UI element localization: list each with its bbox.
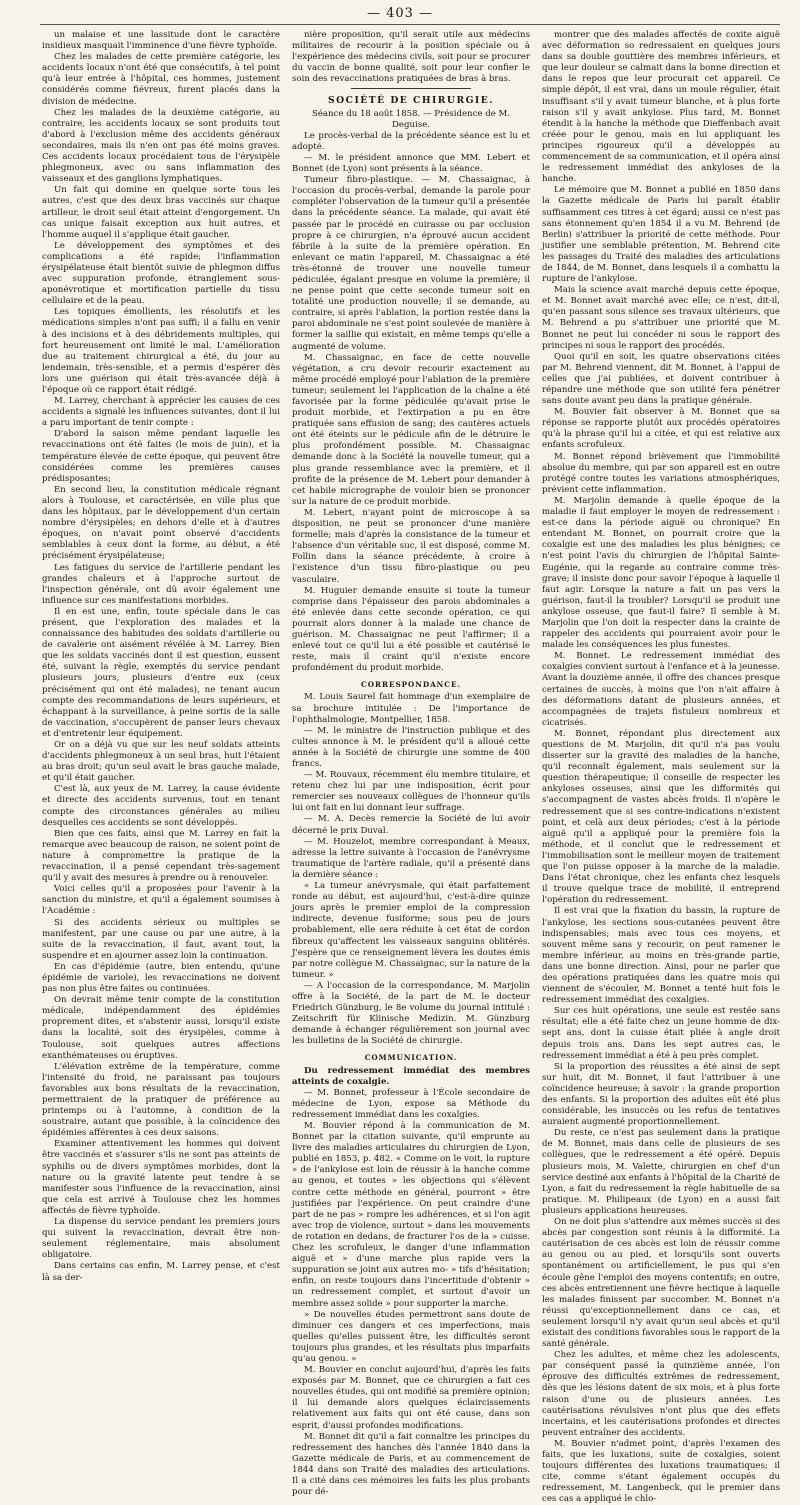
communication-heading: COMMUNICATION. [364,1053,458,1063]
paragraph: M. Bouvier n'admet point, d'après l'examen des faits, que les luxations, suite de coxalgies, soient toujours différentes des luxations traumatiques; il cite, comme s'étant également occupés du redressement, M. Langenbeck, qui le premier dans ces cas a appliqué le chlo- [542,1438,780,1505]
paragraph: M. Huguier demande ensuite si toute la tumeur comprise dans l'épaisseur des parois abdominales a été enlevée dans cette seconde opération, ce qui pourrait alors donner à la malade une chance de guérison. M. Chassaignac ne peut l'affirmer; il a enlevé tout ce qu'il lui a été possible et cautérisé le reste, mais il craint qu'il n'existe encore profondément du produit morbide. [292,585,530,674]
paragraph: Chez les adultes, et même chez les adolescents, par conséquent passé la quinzième année, l'on éprouve des difficultés extrêmes de redressement, dès que les lésions datent de six mois, et à plus forte raison d'une ou de plusieurs années. Les cautérisations révulsives n'ont plus que des effets incertains, et les cautérisations profondes et directes peuvent entraîner des accidents. [542,1350,780,1438]
paragraph: Il est vrai que la fixation du bassin, la rupture de l'ankylose, les sections sous-cutanées peuvent être indispensables; mais avec tous ces moyens, et souvent même sans y recourir, on peut ramener le membre inférieur, au moins en très-grande partie, dans une bonne direction. Ainsi, pour ne parler que des opérations pratiquées dans les quatre mois qui viennent de s'écouler, M. Bonnet a tenté huit fois le redressement immédiat des coxalgies. [542,906,780,1006]
paragraph: Dans certains cas enfin, M. Larrey pense, et c'est là sa der- [42,1261,280,1283]
paragraph: M. Bouvier répond à la communication de M. Bonnet par la citation suivante, qu'il emprunte au livre des maladies articulaires du chirurgien de Lyon, publié en 1853, p. 482. « Comme on le voit, la rupture » de l'ankylose est loin de réussir à la hanche comme au genou, et toutes » les objections qui s'élèvent contre cette méthode en général, pourront » être justifiées par l'expérience. On peut craindre d'une part de ne pas » rompre les adhérences, et si l'on agit avec trop de violence, surtout » dans les mouvements de rotation en dedans, de fracturer l'os de la » cuisse. Chez les scrofuleux, le danger d'une inflammation aiguë et » d'une marche plus rapide vers la suppuration se joint aux autres mo- » tifs d'hésitation; enfin, on reste toujours dans l'incertitude d'obtenir » un redressement complet, et surtout d'avoir un membre assez solide » pour supporter la marche. [292,1121,530,1309]
paragraph: L'élévation extrême de la température, comme l'intensité du froid, ne paraissant pas toujours favorables aux bons résultats de la revaccination, permettraient de la pratiquer de préférence au printemps ou à l'automne, à condition de la soustraire, autant que possible, à la coïncidence des épidémies afférentes à ces deux saisons. [42,1061,280,1139]
paragraph: Du reste, ce n'est pas seulement dans la pratique de M. Bonnet, mais dans celle de plusieurs de ses collègues, que le redressement a été opéré. Depuis plusieurs mois, M. Valette, chirurgien en chef d'un service destiné aux enfants à l'hôpital de la Charité de Lyon, a fait du redressement la règle habituelle de sa pratique. M. Philipeaux (de Lyon) en a aussi fait plusieurs applications heureuses. [542,1128,780,1216]
paragraph: Or on a déjà vu que sur les neuf soldats atteints d'accidents phlegmoneux à un seul bras, huit l'étaient au bras droit; qu'un seul avait le bras gauche malade, et qu'il était gaucher. [42,740,280,784]
paragraph: En second lieu, la constitution médicale régnant alors à Toulouse, et caractérisée, en ville plus que dans les hôpitaux, par le développement d'un certain nombre d'érysipèles; en dehors d'elle et à d'autres époques, on n'avait point observé d'accidents semblables à ceux dont la forme, au début, a été précisément érysipélateuse; [42,484,280,562]
paragraph: M. Bonnet. Le redressement immédiat des coxalgies convient surtout à l'enfance et à la jeunesse. Avant la douzième année, il offre des chances presque certaines de succès, à moins que l'on n'ait affaire à des déformations datant de plusieurs années, et accompagnées de trajets fistuleux nombreux et cicatrisés. [542,651,780,728]
session-line: Séance du 18 août 1858. — Présidence de M. Deguise. [311,108,511,130]
paragraph: Le développement des symptômes et des complications a été rapide; l'inflammation érysipélateuse était bientôt suivie de phlegmon diffus avec suppuration profonde, étranglement sous-aponévrotique et mortification partielle du tissu cellulaire et de la peau. [42,240,280,307]
paragraph: nière proposition, qu'il serait utile aux médecins militaires de recourir à la position spéciale ou à l'expérience des médecins civils, soit pour se procurer du vaccin de bonne qualité, soit pour leur confier le soin des revaccinations pratiquées de bras à bras. [292,30,530,85]
paragraph: M. Lebert, n'ayant point de microscope à sa disposition, ne peut se prononcer d'une manière formelle; mais d'après la consistance de la tumeur et l'absence d'un véritable suc, il est disposé, comme M. Follin dans la séance précédente, à croire à l'existence d'un tissu fibro-plastique ou peu vasculaire. [292,507,530,585]
paragraph: On ne doit plus s'attendre aux mêmes succès si des abcès par congestion sont réunis à la difformité. La cautérisation de ces abcès est loin de réussir comme au genou ou au pied, et lorsqu'ils sont ouverts spontanément ou artificiellement, le pus qui s'en écoule gêne l'emploi des moyens contentifs; en outre, ces abcès entretiennent une fièvre hectique à laquelle les malades finissent par succomber. M. Bonnet n'a réussi qu'exceptionnellement dans ce cas, et seulement lorsqu'il n'y avait qu'un seul abcès et qu'il existait des conditions favorables sous le rapport de la santé générale. [542,1217,780,1350]
paragraph: » De nouvelles études permettront sans doute de diminuer ces dangers et ces imperfections, mais quelles qu'elles puissent être, les difficultés seront toujours plus grandes, et les résultats plus imparfaits qu'au genou. » [292,1309,530,1364]
paragraph: — M. le président annonce que MM. Lebert et Bonnet (de Lyon) sont présents à la séance. [292,152,530,175]
paragraph: M. Louis Saurel fait hommage d'un exemplaire de sa brochure intitulée : De l'importance de l'ophthalmologie, Montpellier, 1858. [292,692,530,725]
paragraph: Examiner attentivement les hommes qui doivent être vaccinés et s'assurer s'ils ne sont pas atteints de syphilis ou de divers symptômes morbides, dont la nature ou la gravité latente peut tendre à se manifester sous l'influence de la revaccination, ainsi que cela est arrivé à Toulouse chez les hommes affectés de fièvre typhoïde. [42,1139,280,1216]
correspondence-heading: CORRESPONDANCE. [361,680,461,690]
paragraph: Le mémoire que M. Bonnet a publié en 1850 dans la Gazette médicale de Paris lui paraît établir suffisamment ces titres à cet égard; aussi ce n'est pas sans étonnement qu'en 1854 il a vu M. Behrend (de Berlin) s'attribuer la priorité de cette méthode. Pour justifier une semblable prétention, M. Behrend cite les passages du Traité des maladies des articulations de 1844, de M. Bonnet, dans lesquels il a combattu la rupture de l'ankylose. [542,185,780,285]
paragraph: M. Chassaignac, en face de cette nouvelle végétation, a cru devoir recourir exactement au même procédé employé pour l'ablation de la première tumeur; seulement lei l'application de la chaîne a été favorisée par la forme pédiculée qu'avait prise le produit morbide, et l'extirpation a pu en être pratiquée sans effusion de sang; des cautères actuels ont été éteints sur le pédicule afin de le détruire le plus profondément possible. M. Chassaignac demande donc à la Société la nouvelle tumeur, qui a plus grande ressemblance avec la première, et il profite de la présence de M. Lebert pour demander à cet habile micrographe de vouloir bien se prononcer sur la nature de ce produit morbide. [292,352,530,507]
paragraph: Sur ces huit opérations, une seule est restée sans résultat; elle a été faite chez un jeune homme de dix-sept ans, dont la cuisse était pliée à angle droit depuis trois ans. Dans les sept autres cas, le redressement immédiat a été à peu près complet. [542,1006,780,1061]
communication-subtitle: Du redressement immédiat des membres atteints de coxalgie. [292,1065,530,1087]
paragraph: Un fait qui domine en quelque sorte tous les autres, c'est que des deux bras vaccinés sur chaque artilleur, le droit seul était atteint d'engorgement. Un cas unique faisait exception aux huit autres, et l'homme auquel il s'applique était gaucher. [42,185,280,240]
paragraph: Il en est une, enfin, toute spéciale dans le cas présent, que l'exploration des malades et la connaissance des habitudes des soldats d'artillerie ou de cavalerie ont aisément révélée à M. Larrey. Bien que les soldats vaccinés dont il est question, eussent été, suivant la règle, exemptés du service pendant plusieurs jours, plusieurs d'entre eux (ceux précisément qui ont été malades), ne tenant aucun compte des recommandations de leurs supérieurs, et échappant à la surveillance, à peine sortis de la salle de vaccination, s'occupèrent de panser leurs chevaux et d'entretenir leur équipement. [42,606,280,739]
paragraph: Tumeur fibro-plastique. — M. Chassaignac, à l'occasion du procès-verbal, demande la parole pour compléter l'observation de la tumeur qu'il a présentée dans la précédente séance. La malade, qui avait été passée par le procédé en cuirasse ou par occlusion propre à ce chirurgien, n'a éprouvé aucun accident fébrile à la suite de la première opération. En enlevant ce matin l'appareil, M. Chassaignac a été très-étonné de trouver une nouvelle tumeur pédiculée, égalant presque en volume la première; il ne pense point que cette seconde tumeur soit en totalité une production nouvelle; il se demande, au contraire, si après l'ablation, la portion restée dans la paroi abdominale ne s'est point soulevée de manière à former la saillie qui existait, en même temps qu'elle a augmenté de volume. [292,175,530,352]
paragraph: On devrait même tenir compte de la constitution médicale, indépendamment des épidémies proprement dites, et s'abstenir aussi, lorsqu'il existe dans la localité, soit des érysipèles, comme à Toulouse, soit quelques autres affections exanthémateuses ou éruptives. [42,995,280,1061]
paragraph: — M. le ministre de l'instruction publique et des cultes annonce à M. le président qu'il a alloué cette année à la Société de chirurgie une somme de 400 francs. [292,725,530,769]
paragraph: Quoi qu'il en soit, les quatre observations citées par M. Behrend viennent, dit M. Bonnet, à l'appui de celles que j'ai publiées, et doivent contribuer à répandre une méthode que son utilité fera pénétrer sans doute avant peu dans la pratique générale. [542,351,780,407]
column-3 [542,30,780,1505]
paragraph: — M. Rouvaux, récemment élu membre titulaire, et retenu chez lui par une indisposition, écrit pour remercier ses nouveaux collègues de l'honneur qu'ils lui ont fait en lui donnant leur suffrage. [292,770,530,814]
column-1 [42,30,280,1283]
paragraph: M. Bonnet répond brièvement que l'immobilité absolue du membre, qui par son appareil est en outre protégé contre toutes les variations atmosphériques, prévient cette inflammation. [542,451,780,495]
paragraph: — A l'occasion de la correspondance, M. Marjolin offre à la Société, de la part de M. le docteur Friedrich Günzburg, le 8e volume du journal intitulé : Zeitschrift für Klinische Medizin. M. Günzburg demande à échanger régulièrement son journal avec les bulletins de la Société de chirurgie. [292,980,530,1047]
header-rule [40,24,780,25]
paragraph: montrer que des malades affectés de coxite aiguë avec déformation so redressaient en quelques jours dans sa double gouttière des membres inférieurs, et que leur douleur se calmait dans la bonne direction et dans le repos que leur procurait cet appareil. Ce simple dépôt, il est vrai, dans un moule régulier, était insuffisant s'il y avait tumeur blanche, et à plus forte raison s'il y avait ankylose. Plus tard, M. Bonnet étendit à la hanche la méthode que Dieffenbach avait créée pour le genou, mais en lui appliquant les principes rigoureux qu'il a développés au commencement de sa communication, et il opéra ainsi le redressement immédiat des ankyloses de la hanche. [542,30,780,185]
paragraph: Si la proportion des réussites a été ainsi de sept sur huit, dit M. Bonnet, il faut l'attribuer à une coïncidence heureuse; à savoir : la grande proportion des enfants. Si la proportion des adultes eût été plus considérable, les insuccès ou les refus de tentatives auraient augmenté proportionnellement. [542,1061,780,1128]
paragraph: M. Bonnet, répondant plus directement aux questions de M. Marjolin, dit qu'il n'a pas voulu disserter sur la gravité des maladies de la hanche, qu'il reconnaît également, mais seulement sur la question thérapeutique; il conseille de respecter les ankyloses osseuses, ainsi que les difformités qui s'accompagnent de vastes abcès froids. Il n'opère le redressement que si ses contre-indications n'existent point, et celà aux deux périodes; c'est à la période aiguë qu'il a appliqué pour la première fois la méthode, et il conclut que le redressement et l'immobilisation sont le meilleur moyen de traitement que l'on puisse opposer à la marche de la maladie. Dans l'état chronique, chez les enfants chez lesquels il trouve quelque trace de mobilité, il entreprend l'opération du redressement. [542,728,780,906]
paragraph: « La tumeur anévrysmale, qui était parfaitement ronde au début, est aujourd'hui, c'est-à-dire quinze jours après le premier emploi de la compression indirecte, devenue fusiforme; sous peu de jours probablement, elle sera réduite à cet état de cordon fibreux qu'affectent les vaisseaux sanguins oblitérés. J'espère que ce renseignement lèvera les doutes émis par notre collègue M. Chassaignac, sur la nature de la tumeur. » [292,881,530,980]
paragraph: Le procès-verbal de la précédente séance est lu et adopté. [292,130,530,152]
paragraph: M. Marjolin demande à quelle époque de la maladie il faut employer le moyen de redressement : est-ce dans la période aiguë ou chronique? En entendant M. Bonnet, on pourrait croire que la coxalgie est une des maladies les plus bénignes; ce n'est point l'avis du chirurgien de l'hôpital Sainte-Eugénie, qui la regarde au contraire comme très-grave; il insiste donc pour savoir l'époque à laquelle il faut agir. Lorsque la nature a fait un pas vers la guérison, faut-il la troubler? Lorsqu'il se produit une ankylose osseuse, que faut-il faire? Il semble à M. Marjolin que l'on doit la respecter dans la crainte de rappeler des accidents qui pourraient avoir pour le malade les conséquences les plus funestes. [542,495,780,651]
paragraph: M. Bouvier fait observer à M. Bonnet que sa réponse se rapporte plutôt aux procédés opératoires qu'à la phrase qu'il lui a citée, et qui est relative aux enfants scrofuleux. [542,407,780,451]
page-number: — 403 — [366,6,434,21]
paragraph: M. Bonnet dit qu'il a fait connaître les principes du redressement des hanches dès l'année 1840 dans la Gazette médicale de Paris, et au commencement de 1844 dans son Traité des maladies des articulations. Il a cité dans ces mémoires les faits les plus probants pour dé- [292,1431,530,1498]
paragraph: Chez les malades de la deuxième catégorie, au contraire, les accidents locaux se sont produits tout d'abord à l'exclusion même des accidents généraux secondaires, mais ils n'en ont pas été moins graves. Ces accidents locaux procédaient tous de l'érysipèle phlegmoneux, avec ou sans inflammation des vaisseaux et des ganglions lymphatiques. [42,107,280,185]
paragraph: M. Larrey, cherchant à apprécier les causes de ces accidents a signalé les influences suivantes, dont il lui a paru important de tenir compte : [42,396,280,429]
paragraph: Si des accidents sérieux ou multiples se manifestent, par une cause ou par une autre, à la suite de la revaccination, il faut, avant tout, la suspendre et en ajourner assez loin la continuation. [42,917,280,961]
paragraph: C'est là, aux yeux de M. Larrey, la cause évidente et directe des accidents survenus, tout en tenant compte des circonstances générales au milieu desquelles ces accidents se sont développés. [42,784,280,828]
paragraph: — M. A. Decès remercie la Société de lui avoir décerné le prix Duval. [292,814,530,836]
paragraph: — M. Houzelot, membre correspondant à Meaux, adresse la lettre suivante à l'occasion de l'anévrysme traumatique de l'artère radiale, qu'il a présenté dans la dernière séance : [292,836,530,880]
paragraph: D'abord la saison même pendant laquelle les revaccinations ont été faites (le mois de juin), et la température élevée de cette époque, qui peuvent être considérées comme les premières causes prédisposantes; [42,429,280,484]
paragraph: Bien que ces faits, ainsi que M. Larrey en fait la remarque avec beaucoup de raison, ne soient point de nature à compromettre la pratique de la revaccination, il a pensé cependant très-sagement qu'il y avait des mesures à prendre ou à renouveler. [42,828,280,884]
paragraph: La dispense du service pendant les premiers jours qui suivent la revaccination, devrait être non-seulement réglementaire, mais absolument obligatoire. [42,1217,280,1261]
paragraph: Chez les malades de cette première catégorie, les accidents locaux n'ont été que consécutifs, à tel point qu'à leur entrée à l'hôpital, ces hommes, justement considérés comme fiévreux, furent placés dans la division de médecine. [42,52,280,107]
paragraph: En cas d'épidémie (autre, bien entendu, qu'une épidémie de variole), les revaccinations ne doivent pas non plus être faites ou continuées. [42,961,280,995]
section-rule [351,88,471,89]
paragraph: Les topiques émollients, les résolutifs et les médications simples n'ont pas suffi; il a fallu en venir à des incisions et à des débridements multiples, qui fort heureusement ont limité le mal. L'amélioration due au traitement chirurgical a été, du jour au lendemain, très-sensible, et a permis d'espérer dès lors une guérison qui était très-avancée déjà à l'époque où ce rapport était rédigé. [42,307,280,395]
paragraph: Mais la science avait marché depuis cette époque, et M. Bonnet avait marché avec elle; ce n'est, dit-il, qu'en passant sous silence ses travaux ultérieurs, que M. Behrend a pu s'attribuer une priorité que M. Bonnet ne peut lui concéder ni sous le rapport des principes ni sous le rapport des procédés. [542,285,780,351]
paragraph: un malaise et une lassitude dont le caractère insidieux masquait l'imminence d'une fièvre typhoïde. [42,30,280,52]
paragraph: — M. Bonnet, professeur à l'École secondaire de médecine de Lyon, expose sa Méthode du redressement immédiat dans les coxalgies. [292,1087,530,1120]
paragraph: Voici celles qu'il a proposées pour l'avenir à la sanction du ministre, et qu'il a également soumises à l'Académie : [42,884,280,917]
paragraph: Les fatigues du service de l'artillerie pendant les grandes chaleurs et à l'approche surtout de l'inspection générale, ont dû avoir également une influence sur ces manifestations morbides. [42,562,280,606]
column-2 [292,30,530,1498]
section-title: SOCIÉTÉ DE CHIRURGIE. [328,95,494,107]
paragraph: M. Bouvier en conclut aujourd'hui, d'après les faits exposés par M. Bonnet, que ce chirurgien a fait ces nouvelles études, qui ont modifié sa première opinion; il lui demande alors quelques éclaircissements relativement aux faits qui ont été cause, dans son esprit, d'aussi profondes modifications. [292,1365,530,1431]
